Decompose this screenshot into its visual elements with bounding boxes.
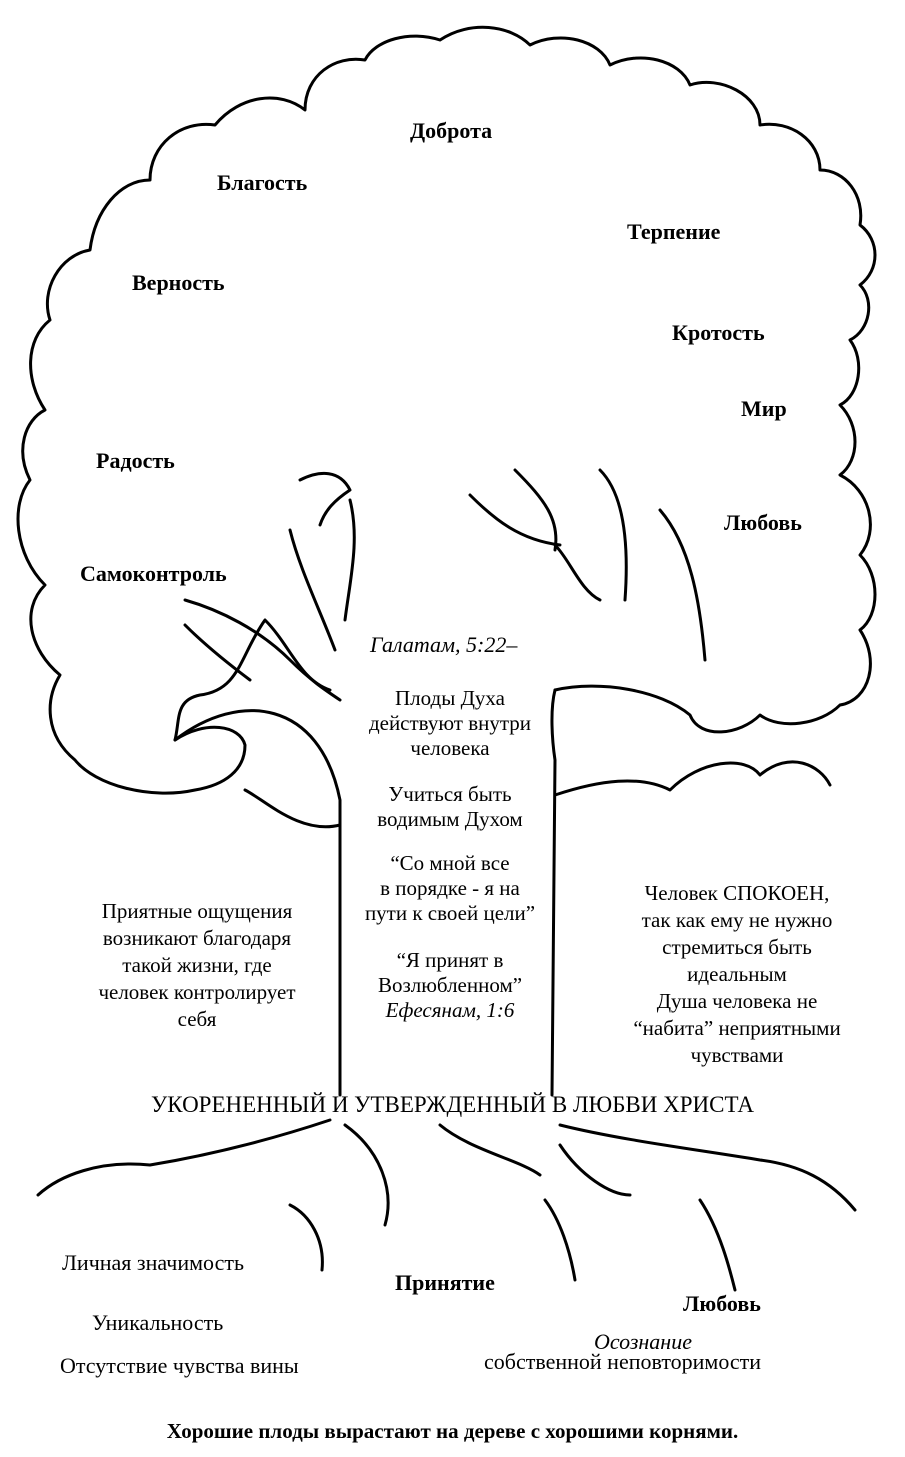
trunk-learn-line: Учиться быть: [388, 782, 512, 806]
trunk-quote-2: [340, 948, 560, 1023]
trunk-fruits-text: [340, 686, 560, 761]
trunk-fruits-line: Плоды Духа: [395, 686, 505, 710]
fruit-blagost: Благость: [217, 170, 308, 195]
right-description-line: Душа человека не: [656, 989, 818, 1013]
rooted-in-love-heading: УКОРЕНЕННЫЙ И УТВЕРЖДЕННЫЙ В ЛЮБВИ ХРИСТА: [151, 1092, 754, 1117]
galatians-reference: Галатам, 5:22–: [370, 632, 518, 657]
ground-line-right: [560, 1125, 855, 1210]
ephesians-reference: Ефесянам, 1:6: [385, 998, 515, 1022]
left-description: [62, 898, 332, 1033]
fruit-dobrota: Доброта: [410, 118, 493, 143]
trunk-quote-2-line: “Я принят в: [396, 948, 504, 972]
branch-right-4: [660, 510, 705, 660]
root-6: [700, 1200, 735, 1290]
tree-crown-lower-left: [245, 790, 340, 827]
branch-right-3: [600, 470, 626, 600]
fruit-vernost: Верность: [132, 270, 225, 295]
root-prinyatie: Принятие: [395, 1270, 495, 1295]
right-description-line: чувствами: [690, 1043, 784, 1067]
right-description-line: Человек СПОКОЕН,: [644, 881, 830, 905]
left-description-line: такой жизни, где: [122, 953, 272, 977]
root-osoznanie-line-2: собственной неповторимости: [484, 1349, 762, 1374]
fruit-radost: Радость: [96, 448, 175, 473]
trunk-quote-1: [340, 851, 560, 926]
right-description-line: так как ему не нужно: [641, 908, 833, 932]
ground-line-left: [38, 1120, 330, 1195]
root-3: [440, 1125, 540, 1175]
left-description-line: возникают благодаря: [102, 926, 292, 950]
right-description-line: идеальным: [687, 962, 787, 986]
left-description-line: себя: [177, 1007, 217, 1031]
fruit-krotost: Кротость: [672, 320, 765, 345]
root-lichnaya-znachimost: Личная значимость: [62, 1250, 244, 1275]
branch-left-5: [345, 500, 354, 620]
bottom-caption: Хорошие плоды вырастают на дереве с хорошими корнями.: [166, 1419, 739, 1443]
fruit-mir: Мир: [741, 396, 787, 421]
trunk-fruits-line: действуют внутри: [368, 711, 532, 735]
branch-right-5: [555, 545, 600, 600]
root-1: [290, 1205, 322, 1270]
trunk-quote-1-line: “Со мной все: [390, 851, 510, 875]
left-description-line: Приятные ощущения: [101, 899, 293, 923]
branch-left-2: [185, 625, 250, 680]
trunk-learn-text: [340, 782, 560, 832]
branch-right-1: [470, 495, 560, 545]
trunk-quote-2-line: Возлюбленном”: [377, 973, 523, 997]
trunk-quote-1-line: пути к своей цели”: [364, 901, 536, 925]
right-description-line: стремиться быть: [662, 935, 812, 959]
fruit-terpenie: Терпение: [627, 219, 721, 244]
tree-crown-lower-right: [555, 762, 830, 795]
branch-left-1: [185, 600, 340, 700]
root-osoznanie: Осознание: [594, 1329, 692, 1354]
left-description-line: человек контролирует: [98, 980, 296, 1004]
trunk-quote-1-line: в порядке - я на: [380, 876, 520, 900]
trunk-learn-line: водимым Духом: [377, 807, 523, 831]
root-unikalnost: Уникальность: [92, 1310, 224, 1335]
trunk-fruits-line: человека: [410, 736, 490, 760]
branch-left-3: [290, 530, 335, 650]
branch-left-4: [300, 473, 350, 525]
root-5: [560, 1145, 630, 1195]
right-description: [597, 880, 877, 1069]
fruit-samokontrol: Самоконтроль: [80, 561, 227, 586]
root-lyubov: Любовь: [683, 1291, 761, 1316]
root-otsutstvie-viny: Отсутствие чувства вины: [60, 1353, 299, 1378]
right-description-line: “набита” неприятными: [633, 1016, 841, 1040]
root-2: [345, 1125, 388, 1225]
fruit-lyubov: Любовь: [724, 510, 802, 535]
root-4: [545, 1200, 575, 1280]
